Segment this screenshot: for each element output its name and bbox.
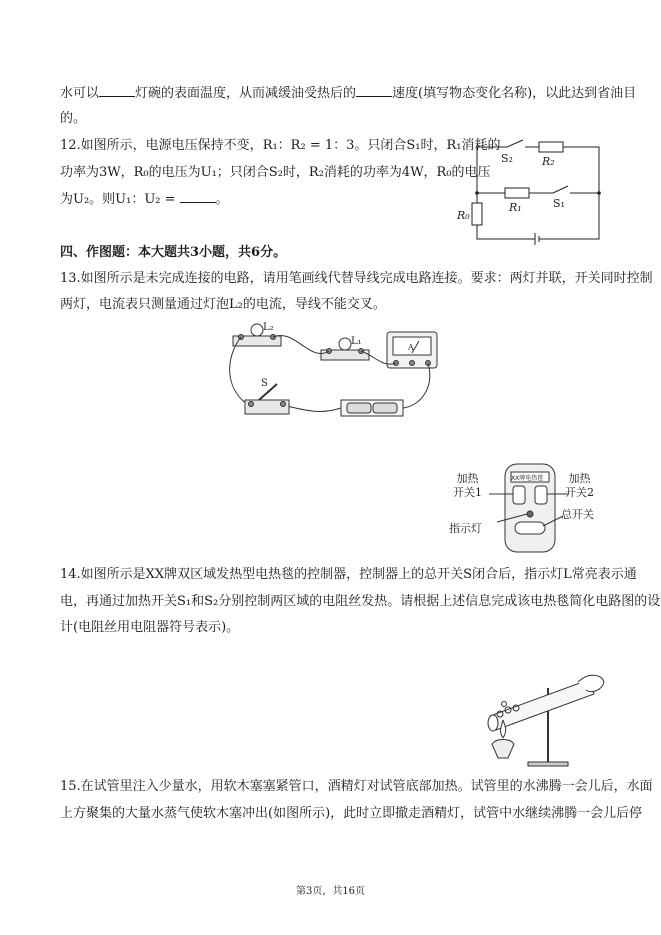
switch-s1 xyxy=(553,186,568,193)
q12-line-3 xyxy=(60,190,229,209)
q13-line-2: 两灯，电流表只测量通过灯泡L₂的电流，导线不能交叉。 xyxy=(60,297,386,312)
alcohol-lamp xyxy=(492,740,514,759)
q15-line-2: 上方聚集的大量水蒸气使软木塞冲出(如图所示)，此时立即撤走酒精灯，试管中水继续沸腾一会儿后停 xyxy=(60,806,643,821)
resistor-r2 xyxy=(539,142,563,152)
label-main-switch: 总开关 xyxy=(561,508,594,521)
heating-switch-2 xyxy=(535,486,547,504)
text: 12.如图所示，电源电压保持不变， xyxy=(60,138,263,153)
q13-circuit-figure xyxy=(225,318,445,428)
label-s: S xyxy=(261,378,268,389)
q11-line-2: 的。 xyxy=(60,111,87,126)
text: 加热 xyxy=(568,472,591,485)
label-indicator: 指示灯 xyxy=(449,522,482,535)
label-s2: S₂ xyxy=(501,152,513,165)
ratio: R₁：R₂ = 1：3 xyxy=(262,138,355,153)
label-r2: R₂ xyxy=(542,155,555,168)
resistor-r1 xyxy=(505,188,529,198)
heating-switch-1 xyxy=(513,486,525,504)
q14-line-2: 电，再通过加热开关S₁和S₂分别控制两区域的电阻丝发热。请根据上述信息完成该电热毯简化电路图的设 xyxy=(60,594,661,609)
q13-line-1: 13.如图所示是未完成连接的电路，请用笔画线代替导线完成电路连接。要求：两灯并联，开关同时控制 xyxy=(60,271,653,286)
label-l1: L₁ xyxy=(351,336,362,347)
q14-line-3: 计(电阻丝用电阻器符号表示)。 xyxy=(60,620,240,635)
label-r0: R₀ xyxy=(457,209,470,222)
switch-s2 xyxy=(507,140,523,147)
label-heating-1 xyxy=(453,472,482,500)
q12-line-2: 功率为3W，R₀的电压为U₁；只闭合S₂时，R₂消耗的功率为4W，R₀的电压 xyxy=(60,165,491,180)
text: 开关1 xyxy=(453,486,482,499)
text: 速度(填写物态变化名称)，以此达到省油目 xyxy=(392,86,637,101)
controller-brand-label: XX牌电热毯 xyxy=(511,475,544,482)
resistor-r0 xyxy=(472,203,482,225)
q12-line-1 xyxy=(60,137,501,155)
text: 。只闭合S₁时，R₁消耗的 xyxy=(354,138,501,153)
answer-blank[interactable] xyxy=(356,84,392,97)
text: 。 xyxy=(215,192,229,207)
text: 水可以 xyxy=(60,86,100,101)
answer-blank[interactable] xyxy=(180,190,216,203)
q15-test-tube-figure xyxy=(478,668,608,768)
section-title: 四、作图题：本大题共3小题，共6分。 xyxy=(60,245,287,260)
text: 加热 xyxy=(456,472,479,485)
answer-blank[interactable] xyxy=(99,84,135,97)
indicator-light xyxy=(527,511,533,517)
q12-circuit-diagram xyxy=(455,135,605,247)
test-tube xyxy=(490,680,594,730)
text: 灯碗的表面温度，从而减缓油受热后的 xyxy=(135,86,357,101)
q14-line-1: 14.如图所示是XX牌双区域发热型电热毯的控制器，控制器上的总开关S闭合后，指示灯L常亮表示通 xyxy=(60,567,637,582)
label-l2: L₂ xyxy=(263,322,274,333)
text: 为U₂。则U₁：U₂ = xyxy=(60,192,180,207)
label-heating-2 xyxy=(565,472,594,500)
main-switch xyxy=(515,522,545,534)
text: 开关2 xyxy=(565,486,594,499)
label-ammeter: A xyxy=(408,343,414,352)
label-s1: S₁ xyxy=(553,197,565,210)
q15-line-1: 15.在试管里注入少量水，用软木塞塞紧管口，酒精灯对试管底部加热。试管里的水沸腾一会儿后，水面 xyxy=(60,779,653,794)
page-footer: 第3页，共16页 xyxy=(295,886,366,897)
label-r1: R₁ xyxy=(509,201,522,214)
q11-line-1 xyxy=(60,84,636,103)
q14-controller-figure xyxy=(445,456,605,556)
